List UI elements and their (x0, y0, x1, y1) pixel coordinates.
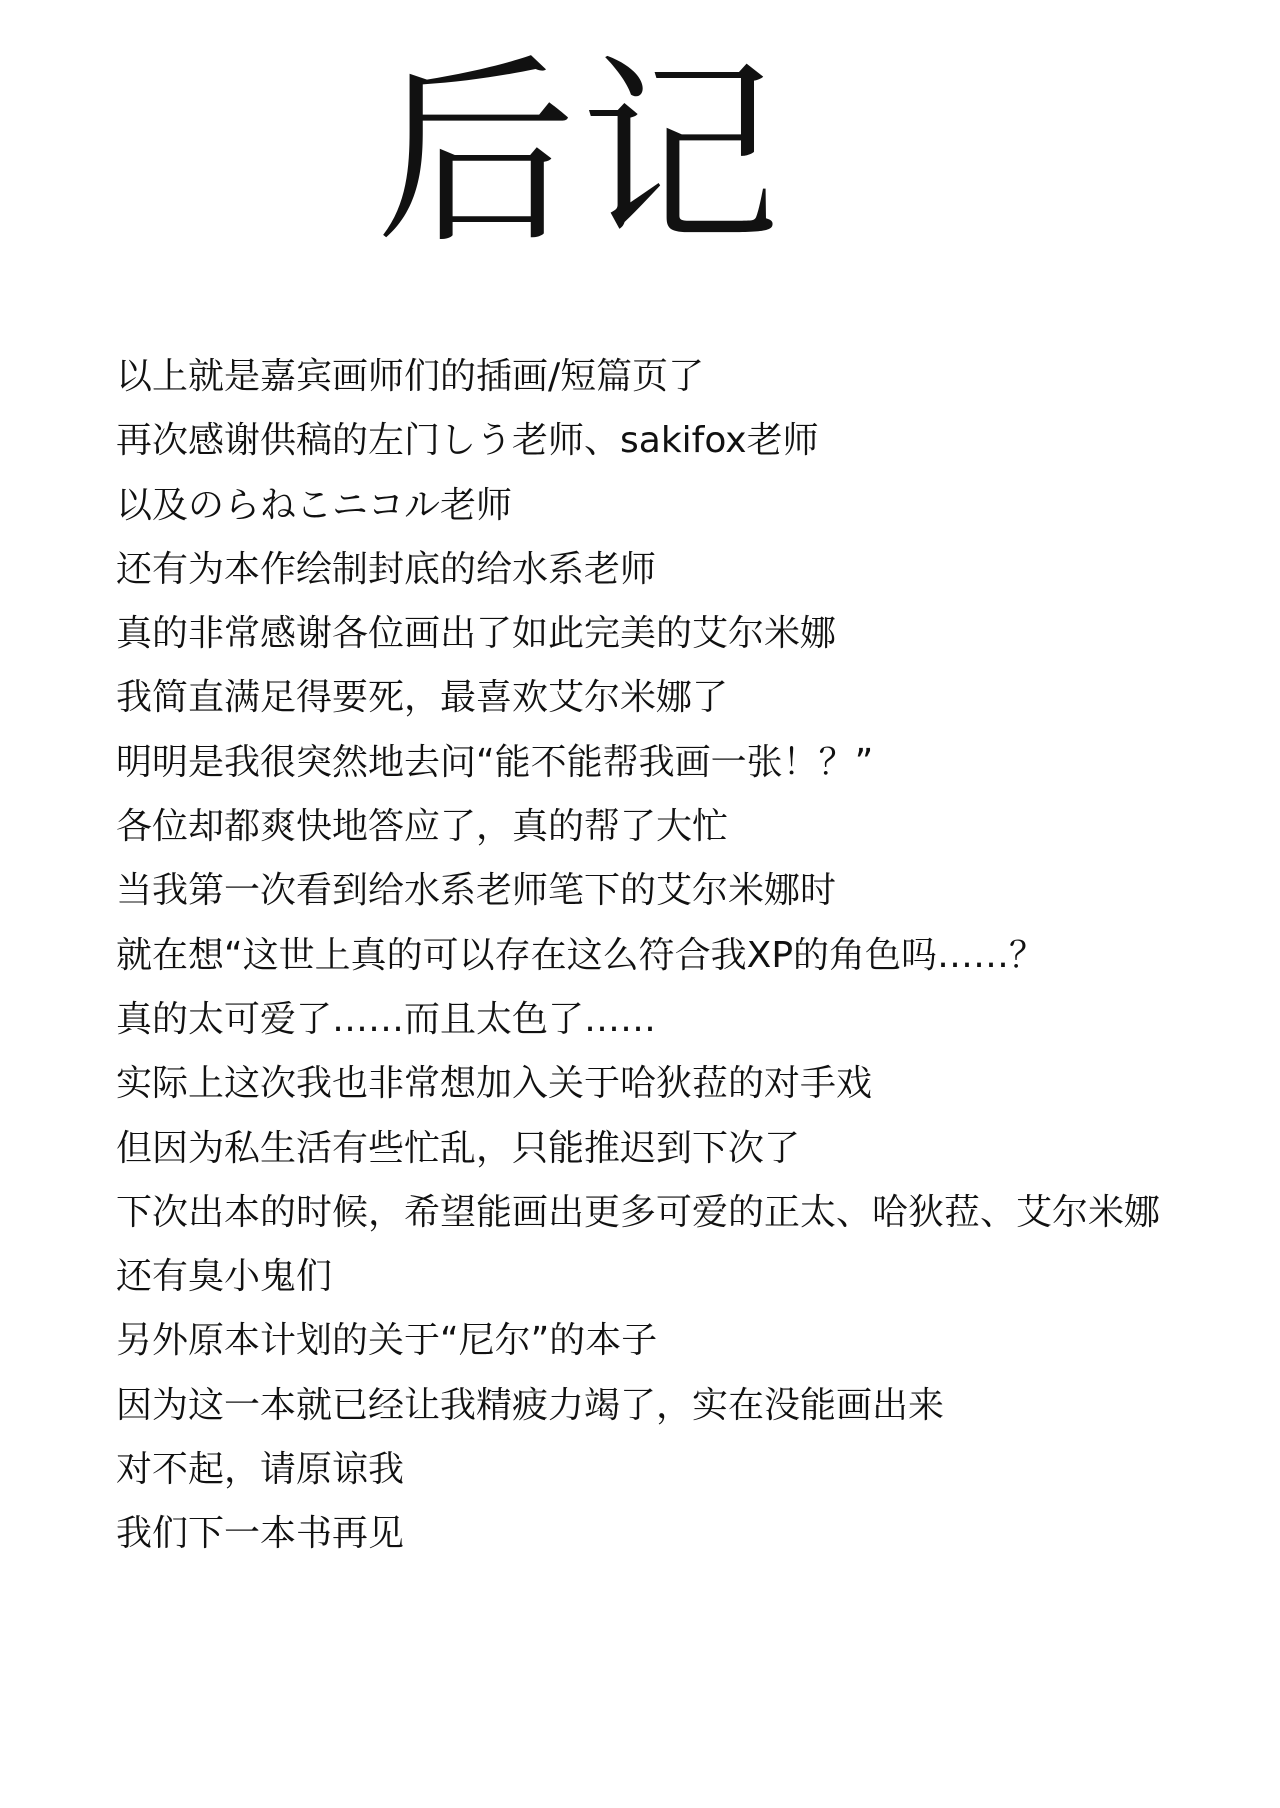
text-line: 以及のらねこニコル老师 (116, 484, 513, 526)
text-line: 明明是我很突然地去问“能不能帮我画一张！？” (116, 741, 874, 783)
text-line: 但因为私生活有些忙乱，只能推迟到下次了 (116, 1127, 801, 1169)
text-line: 下次出本的时候，希望能画出更多可爱的正太、哈狄菈、艾尔米娜 (116, 1191, 1161, 1233)
text-line: 真的太可爱了……而且太色了…… (116, 998, 657, 1040)
text-line: 真的非常感谢各位画出了如此完美的艾尔米娜 (116, 613, 837, 655)
text-line: 再次感谢供稿的左门しう老师、sakifox老师 (116, 420, 819, 462)
text-line: 实际上这次我也非常想加入关于哈狄菈的对手戏 (116, 1063, 873, 1105)
text-line: 我们下一本书再见 (116, 1513, 405, 1555)
text-line: 因为这一本就已经让我精疲力竭了，实在没能画出来 (116, 1384, 945, 1426)
text-line: 各位却都爽快地答应了，真的帮了大忙 (116, 806, 729, 848)
text-line: 对不起，请原谅我 (116, 1449, 405, 1491)
afterword-text (116, 345, 1266, 1567)
text-line: 还有臭小鬼们 (116, 1256, 333, 1298)
text-line: 以上就是嘉宾画师们的插画/短篇页了 (116, 356, 705, 397)
page-title: 后记 (375, 38, 784, 271)
text-line: 当我第一次看到给水系老师笔下的艾尔米娜时 (116, 870, 837, 912)
text-line: 还有为本作绘制封底的给水系老师 (116, 548, 657, 590)
text-line: 就在想“这世上真的可以存在这么符合我XP的角色吗……？ (116, 934, 1046, 976)
text-line: 我简直满足得要死，最喜欢艾尔米娜了 (116, 677, 729, 719)
text-line: 另外原本计划的关于“尼尔”的本子 (116, 1320, 658, 1362)
